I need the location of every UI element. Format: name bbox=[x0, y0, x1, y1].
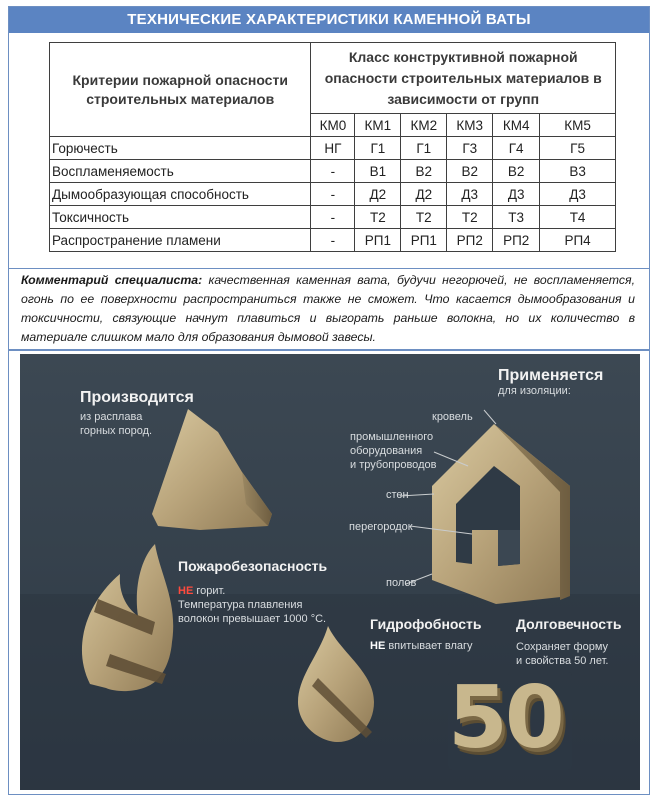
fire-title: Пожаробезопасность bbox=[178, 558, 328, 574]
value-cell: - bbox=[311, 229, 355, 252]
class-km5: КМ5 bbox=[540, 114, 616, 137]
value-cell: Г1 bbox=[401, 137, 447, 160]
table-row bbox=[50, 206, 616, 229]
comment-text: качественная каменная вата, будучи негорючей, не воспламеняется, огонь по ее поверхности распространиться также не сможет. Что касается дымообразования и токсичности, связующие начнут плавиться и выгорать раньше волокна, но их количество в материале слишком мало для образования дымовой завесы. bbox=[21, 273, 635, 344]
produced-line-2: горных пород. bbox=[80, 425, 153, 437]
produced-line-1: из расплава bbox=[80, 411, 143, 423]
article-frame bbox=[8, 6, 650, 795]
hydro-not: НЕ bbox=[370, 640, 386, 652]
value-cell: В2 bbox=[447, 160, 493, 183]
value-cell: РП2 bbox=[447, 229, 493, 252]
table-row bbox=[50, 160, 616, 183]
value-cell: В3 bbox=[540, 160, 616, 183]
value-cell: В1 bbox=[355, 160, 401, 183]
criterion-cell: Токсичность bbox=[50, 206, 311, 229]
value-cell: Д2 bbox=[401, 183, 447, 206]
label-equipment-1: промышленного bbox=[350, 431, 434, 443]
durability-title: Долговечность bbox=[516, 616, 622, 632]
produced-title: Производится bbox=[80, 389, 194, 406]
fire-burns: горит. bbox=[193, 585, 226, 597]
criteria-header: Критерии пожарной опасности строительных материалов bbox=[50, 43, 311, 137]
class-km1: КМ1 bbox=[355, 114, 401, 137]
durability-line-1: Сохраняет форму bbox=[516, 641, 609, 653]
class-km4: КМ4 bbox=[493, 114, 540, 137]
divider bbox=[9, 349, 649, 351]
value-cell: РП4 bbox=[540, 229, 616, 252]
hydro-text: впитывает влагу bbox=[385, 640, 473, 652]
value-cell: Т3 bbox=[493, 206, 540, 229]
class-km0: КМ0 bbox=[311, 114, 355, 137]
table-row bbox=[50, 183, 616, 206]
fire-line-1 bbox=[178, 584, 225, 598]
value-cell: В2 bbox=[493, 160, 540, 183]
criterion-cell: Распространение пламени bbox=[50, 229, 311, 252]
fire-line-3: волокон превышает 1000 °С. bbox=[178, 613, 327, 625]
applied-title: Применяется bbox=[498, 367, 604, 384]
table-row bbox=[50, 137, 616, 160]
class-header: Класс конструктивной пожарной опасности строительных материалов в зависимости от групп bbox=[311, 43, 616, 114]
value-cell: Д3 bbox=[493, 183, 540, 206]
table-row bbox=[50, 229, 616, 252]
class-km3: КМ3 bbox=[447, 114, 493, 137]
value-cell: Т2 bbox=[401, 206, 447, 229]
value-cell: РП1 bbox=[401, 229, 447, 252]
label-floors: полов bbox=[386, 577, 417, 589]
value-cell: Д2 bbox=[355, 183, 401, 206]
class-km2: КМ2 bbox=[401, 114, 447, 137]
expert-comment bbox=[21, 271, 635, 347]
value-cell: Т2 bbox=[447, 206, 493, 229]
durability-line-2: и свойства 50 лет. bbox=[516, 655, 609, 667]
value-cell: НГ bbox=[311, 137, 355, 160]
criterion-cell: Горючесть bbox=[50, 137, 311, 160]
applied-subtitle: для изоляции: bbox=[498, 385, 571, 397]
criterion-cell: Воспламеняемость bbox=[50, 160, 311, 183]
value-cell: - bbox=[311, 206, 355, 229]
value-cell: Г4 bbox=[493, 137, 540, 160]
value-cell: - bbox=[311, 160, 355, 183]
criterion-cell: Дымообразующая способность bbox=[50, 183, 311, 206]
hydro-line bbox=[370, 639, 473, 653]
value-cell: Т4 bbox=[540, 206, 616, 229]
fire-line-2: Температура плавления bbox=[178, 599, 303, 611]
value-cell: Г1 bbox=[355, 137, 401, 160]
value-cell: Д3 bbox=[540, 183, 616, 206]
page-title: ТЕХНИЧЕСКИЕ ХАРАКТЕРИСТИКИ КАМЕННОЙ ВАТЫ bbox=[9, 7, 649, 33]
label-equipment-3: и трубопроводов bbox=[350, 459, 437, 471]
label-partitions: перегородок bbox=[349, 521, 413, 533]
divider bbox=[9, 268, 649, 269]
value-cell: Г5 bbox=[540, 137, 616, 160]
fifty-years-number: 50 bbox=[448, 668, 562, 768]
value-cell: Т2 bbox=[355, 206, 401, 229]
value-cell: Д3 bbox=[447, 183, 493, 206]
value-cell: Г3 bbox=[447, 137, 493, 160]
value-cell: РП2 bbox=[493, 229, 540, 252]
comment-label: Комментарий специалиста: bbox=[21, 273, 203, 287]
fire-not: НЕ bbox=[178, 585, 194, 597]
label-walls: стен bbox=[386, 489, 409, 501]
fire-safety-table bbox=[49, 42, 616, 252]
value-cell: - bbox=[311, 183, 355, 206]
label-equipment-2: оборудования bbox=[350, 445, 423, 457]
hydro-title: Гидрофобность bbox=[370, 616, 482, 632]
value-cell: РП1 bbox=[355, 229, 401, 252]
stone-wool-infographic bbox=[20, 354, 640, 790]
label-roofs: кровель bbox=[432, 411, 473, 423]
value-cell: В2 bbox=[401, 160, 447, 183]
